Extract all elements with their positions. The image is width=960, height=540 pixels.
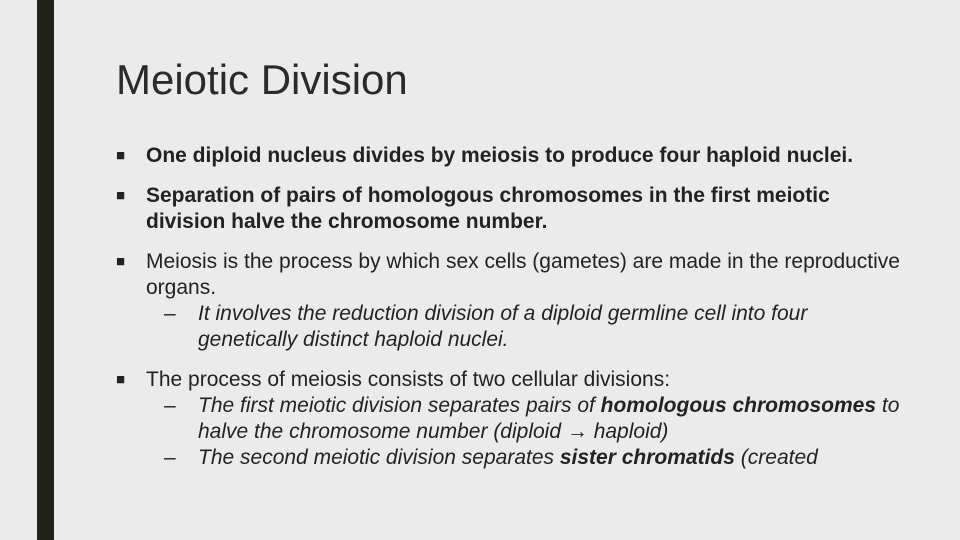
sub-text-post: (created <box>734 446 818 469</box>
sub-bullet <box>156 301 906 353</box>
bullet-text: One diploid nucleus divides by meiosis to produce four haploid nuclei. <box>146 144 854 167</box>
slide-content <box>116 143 906 485</box>
sub-text-pre: The second meiotic division separates <box>198 446 560 469</box>
sub-text-post: to halve the chromosome number (diploid → haploid) <box>198 394 900 443</box>
bullet-square-icon: ■ <box>116 187 126 204</box>
bullet-square-icon: ■ <box>116 147 126 164</box>
sub-bullet <box>156 393 906 445</box>
dash-marker: – <box>164 302 176 325</box>
dash-marker: – <box>164 446 176 469</box>
dash-marker: – <box>164 394 176 417</box>
bullet-text: Meiosis is the process by which sex cells (gametes) are made in the reproductive organs. <box>146 250 900 299</box>
bullet-item <box>116 183 906 235</box>
accent-bar <box>37 0 54 540</box>
bullet-square-icon: ■ <box>116 253 126 270</box>
bullet-text: Separation of pairs of homologous chromosomes in the first meiotic division halve the chromosome number. <box>146 184 830 233</box>
sub-text-bold: homologous chromosomes <box>600 394 877 417</box>
bullet-text: The process of meiosis consists of two cellular divisions: <box>146 368 671 391</box>
sub-text-bold: sister chromatids <box>559 446 735 469</box>
slide-title: Meiotic Division <box>116 56 408 103</box>
bullet-square-icon: ■ <box>116 371 126 388</box>
sub-bullet <box>156 445 906 471</box>
bullet-item <box>116 143 906 169</box>
bullet-item <box>116 249 906 353</box>
bullet-item <box>116 367 906 471</box>
sub-bullet-text: It involves the reduction division of a diploid germline cell into four genetically distinct haploid nuclei. <box>198 302 808 351</box>
sub-text-pre: The first meiotic division separates pairs of <box>198 394 601 417</box>
